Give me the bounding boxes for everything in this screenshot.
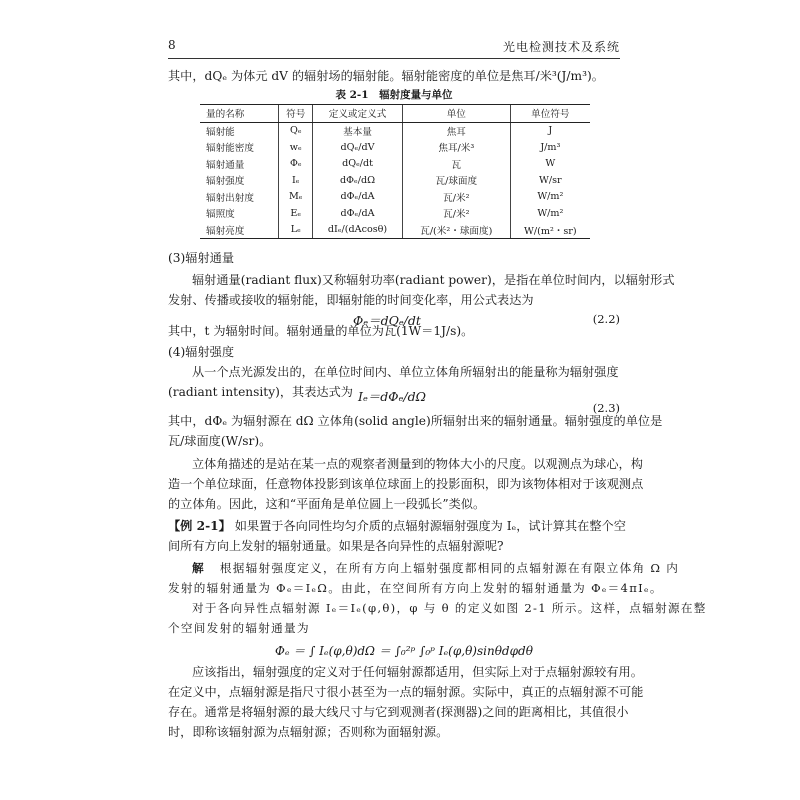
table-cell: 辐射能密度 <box>206 143 254 155</box>
paragraph-line: 间所有方向上发射的辐射通量。如果是各向异性的点辐射源呢? <box>168 539 504 553</box>
table-cell: dQₑ/dt <box>313 156 403 173</box>
table-row <box>200 172 590 189</box>
paragraph-line: 发射、传播或接收的辐射能，即辐射能的时间变化率，用公式表达为 <box>168 293 534 307</box>
table-cell: Lₑ <box>279 222 313 239</box>
paragraph-energy-density: 其中，dQₑ 为体元 dV 的辐射场的辐射能。辐射能密度的单位是焦耳/米³(J/m³)。 <box>168 69 604 83</box>
table-row <box>200 122 590 139</box>
section-heading-radiant-flux: (3)辐射通量 <box>168 251 235 265</box>
equation-number: (2.3) <box>592 401 620 415</box>
table-header-cell: 定义或定义式 <box>313 105 403 123</box>
paragraph-line: 个空间发射的辐射通量为 <box>168 621 310 635</box>
table-cell: Φₑ <box>279 156 313 173</box>
table-header-cell: 单位符号 <box>510 105 590 123</box>
table-cell: Eₑ <box>279 205 313 222</box>
table-cell: 瓦/米² <box>402 189 510 206</box>
header-rule <box>168 58 620 59</box>
table-cell: W/m² <box>510 205 590 222</box>
table-cell: dΦₑ/dA <box>313 205 403 222</box>
paragraph-line: 立体角描述的是站在某一点的观察者测量到的物体大小的尺度。以观测点为球心，构 <box>192 457 643 471</box>
table-cell: 辐射出射度 <box>206 192 254 204</box>
table-cell: Iₑ <box>279 172 313 189</box>
table-header-cell: 量的名称 <box>200 105 279 123</box>
table-row <box>200 222 590 239</box>
paragraph-line: 对于各向异性点辐射源 Iₑ＝Iₑ(φ,θ)，φ 与 θ 的定义如图 2-1 所示。这样，点辐射源在整 <box>192 601 707 615</box>
table-cell: J/m³ <box>510 139 590 156</box>
table-cell: 辐射能 <box>206 126 235 138</box>
equation-2-2: Φₑ＝dQₑ/dt <box>353 313 421 328</box>
radiometric-units-table <box>200 104 590 239</box>
example-line <box>168 516 626 536</box>
table-cell: dΦₑ/dΩ <box>313 172 403 189</box>
table-cell: 基本量 <box>313 122 403 139</box>
table-cell: 瓦/球面度 <box>402 172 510 189</box>
table-cell: 焦耳/米³ <box>402 139 510 156</box>
paragraph-line: 应该指出，辐射强度的定义对于任何辐射源都适用，但实际上对于点辐射源较有用。 <box>192 665 643 679</box>
solution-text: 根据辐射强度定义，在所有方向上辐射强度都相同的点辐射源在有限立体角 Ω 内 <box>219 561 680 575</box>
table-cell: J <box>510 122 590 139</box>
table-cell: Mₑ <box>279 189 313 206</box>
table-cell: 辐射亮度 <box>200 222 279 239</box>
solution-label: 解 <box>192 561 205 575</box>
table-cell: W/(m²・sr) <box>510 222 590 239</box>
equation-number: (2.2) <box>592 312 620 326</box>
paragraph-line: (radiant intensity)，其表达式为 <box>168 385 353 399</box>
table-row <box>200 139 590 156</box>
paragraph-line: 其中，dΦₑ 为辐射源在 dΩ 立体角(solid angle)所辐射出来的辐射通量。辐射强度的单位是 <box>168 414 663 428</box>
paragraph-line: 瓦/球面度(W/sr)。 <box>168 434 272 448</box>
table-cell: dΦₑ/dA <box>313 189 403 206</box>
table-cell: 瓦 <box>402 156 510 173</box>
table-cell: 辐射通量 <box>206 159 245 171</box>
table-cell: 瓦/(米²・球面度) <box>402 222 510 239</box>
solution-line <box>168 558 680 578</box>
paragraph-line: 时，即称该辐射源为点辐射源；否则称为面辐射源。 <box>168 725 449 739</box>
table-header-cell: 符号 <box>279 105 313 123</box>
paragraph-line: 的立体角。因此，这和“平面角是单位圆上一段弧长”类似。 <box>168 497 486 511</box>
equation-integral: Φₑ ＝ ∫ Iₑ(φ,θ)dΩ ＝ ∫₀²ᵖ ∫₀ᵖ Iₑ(φ,θ)sinθdφdθ <box>275 644 533 658</box>
example-label: 【例 2-1】 <box>168 519 231 533</box>
table-row <box>200 205 590 222</box>
table-cell: 焦耳 <box>402 122 510 139</box>
table-cell: W/m² <box>510 189 590 206</box>
paragraph-line: 存在。通常是将辐射源的最大线尺寸与它到观测者(探测器)之间的距离相比，其值很小 <box>168 705 629 719</box>
paragraph-line: 从一个点光源发出的，在单位时间内、单位立体角所辐射出的能量称为辐射强度 <box>192 365 619 379</box>
table-row <box>200 156 590 173</box>
table-cell: 辐照度 <box>206 209 235 221</box>
table-cell: W/sr <box>510 172 590 189</box>
paragraph-line: 辐射通量(radiant flux)又称辐射功率(radiant power)，是指在单位时间内，以辐射形式 <box>192 273 675 287</box>
running-header <box>168 38 620 60</box>
paragraph-line: 在定义中，点辐射源是指尺寸很小甚至为一点的辐射源。实际中，真正的点辐射源不可能 <box>168 685 644 699</box>
table-cell: wₑ <box>279 139 313 156</box>
paragraph-line: 其中，t 为辐射时间。辐射通量的单位为瓦(1W＝1J/s)。 <box>168 324 474 338</box>
table-cell: dQₑ/dV <box>313 139 403 156</box>
table-header-cell: 单位 <box>402 105 510 123</box>
table-caption: 表 2-1 辐射度量与单位 <box>335 89 453 101</box>
table-header-row <box>200 105 590 123</box>
table-cell: 瓦/米² <box>402 205 510 222</box>
equation-2-3: Iₑ＝dΦₑ/dΩ <box>358 389 426 404</box>
table-cell: W <box>510 156 590 173</box>
table-cell: 辐射强度 <box>206 176 245 188</box>
table-row <box>200 189 590 206</box>
paragraph-line: 发射的辐射通量为 Φₑ＝IₑΩ。由此，在空间所有方向上发射的辐射通量为 Φₑ＝4πIₑ。 <box>168 581 663 595</box>
paragraph-line: 造一个单位球面，任意物体投影到该单位球面上的投影面积，即为该物体相对于该观测点 <box>168 477 644 491</box>
page-number: 8 <box>168 38 176 52</box>
section-heading-radiant-intensity: (4)辐射强度 <box>168 345 235 359</box>
example-text: 如果置于各向同性均匀介质的点辐射源辐射强度为 Iₑ，试计算其在整个空 <box>234 519 626 533</box>
book-title: 光电检测技术及系统 <box>502 40 620 54</box>
table-cell: dIₑ/(dAcosθ) <box>313 222 403 239</box>
table-cell: Qₑ <box>279 122 313 139</box>
